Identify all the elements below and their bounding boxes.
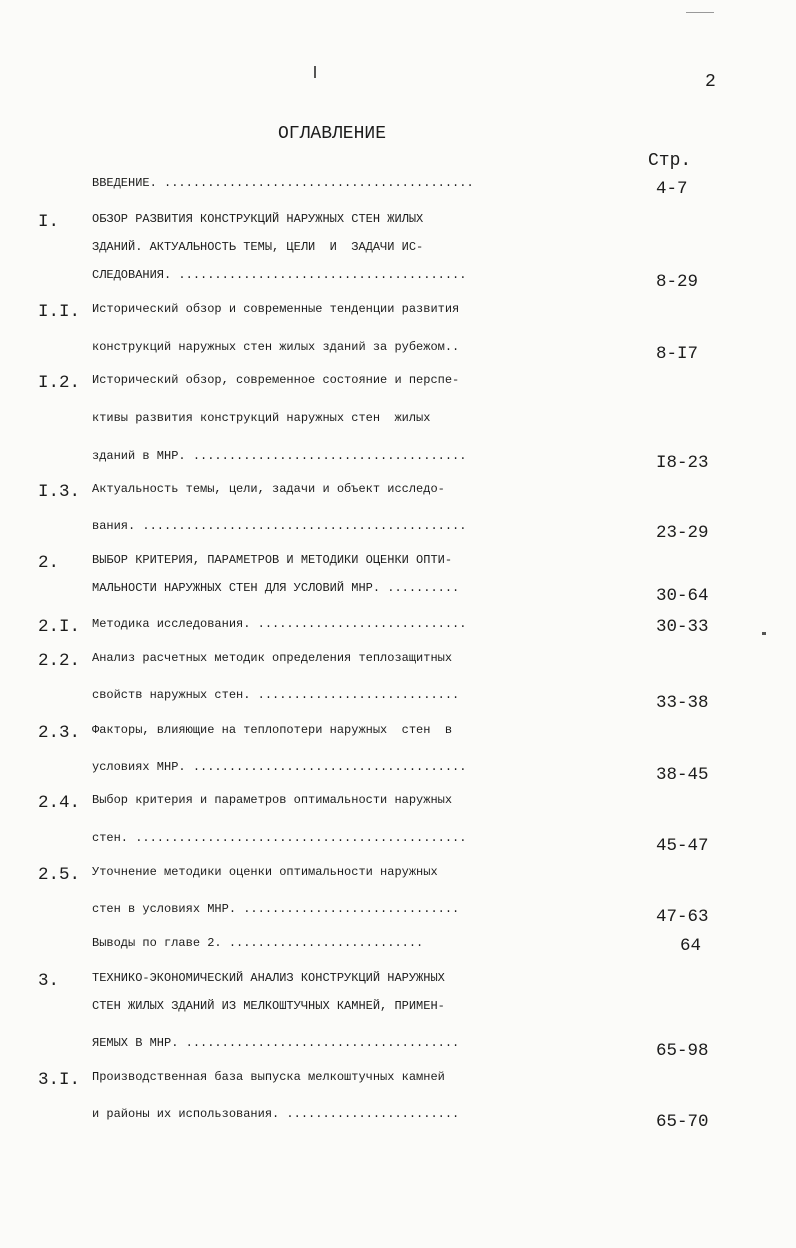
toc-entry-line: конструкций наружных стен жилых зданий за рубежом.. bbox=[92, 340, 460, 354]
toc-entry-line: Выбор критерия и параметров оптимальности наружных bbox=[92, 793, 453, 807]
toc-entry-number: 2.2. bbox=[38, 651, 81, 671]
toc-entry-number: 2. bbox=[38, 553, 60, 573]
toc-entry-number: I. bbox=[38, 212, 60, 232]
toc-entry-number: 2.4. bbox=[38, 793, 81, 813]
toc-entry-pages: I8-23 bbox=[656, 453, 709, 473]
toc-entry-pages: 30-33 bbox=[656, 617, 709, 637]
toc-entry-number: I.2. bbox=[38, 373, 81, 393]
toc-entry-pages: 38-45 bbox=[656, 765, 709, 785]
toc-entry-line: МАЛЬНОСТИ НАРУЖНЫХ СТЕН ДЛЯ УСЛОВИЙ МНР. .......... bbox=[92, 581, 460, 595]
toc-entry-line: условиях МНР. ...................................... bbox=[92, 760, 467, 774]
toc-entry-line: Методика исследования. ............................. bbox=[92, 617, 467, 631]
toc-entry-line: и районы их использования. ........................ bbox=[92, 1107, 460, 1121]
page-column-header: Стр. bbox=[648, 151, 692, 171]
toc-entry-line: Уточнение методики оценки оптимальности наружных bbox=[92, 865, 438, 879]
toc-entry-number: 3. bbox=[38, 971, 60, 991]
toc-entry-line: ТЕХНИКО-ЭКОНОМИЧЕСКИЙ АНАЛИЗ КОНСТРУКЦИЙ НАРУЖНЫХ bbox=[92, 971, 445, 985]
scan-mark bbox=[762, 632, 766, 635]
toc-entry-line: СЛЕДОВАНИЯ. ........................................ bbox=[92, 268, 467, 282]
toc-entry-line: Выводы по главе 2. ........................... bbox=[92, 936, 424, 950]
toc-entry-pages: 65-70 bbox=[656, 1112, 709, 1132]
toc-entry-line: стен в условиях МНР. .............................. bbox=[92, 902, 460, 916]
toc-entry-pages: 4-7 bbox=[656, 179, 688, 199]
toc-entry-pages: 65-98 bbox=[656, 1041, 709, 1061]
toc-entry-number: 2.3. bbox=[38, 723, 81, 743]
page-number: 2 bbox=[705, 72, 716, 92]
page-title: ОГЛАВЛЕНИЕ bbox=[278, 124, 387, 144]
toc-entry-pages: 23-29 bbox=[656, 523, 709, 543]
toc-entry-line: свойств наружных стен. ............................ bbox=[92, 688, 460, 702]
scan-mark bbox=[686, 12, 714, 13]
toc-entry-number: 2.I. bbox=[38, 617, 81, 637]
toc-entry-line: зданий в МНР. ...................................... bbox=[92, 449, 467, 463]
toc-entry-pages: 47-63 bbox=[656, 907, 709, 927]
toc-entry-number: I.3. bbox=[38, 482, 81, 502]
toc-entry-number: 2.5. bbox=[38, 865, 81, 885]
toc-entry-line: ЗДАНИЙ. АКТУАЛЬНОСТЬ ТЕМЫ, ЦЕЛИ И ЗАДАЧИ ИС- bbox=[92, 240, 424, 254]
toc-entry-line: ОБЗОР РАЗВИТИЯ КОНСТРУКЦИЙ НАРУЖНЫХ СТЕН ЖИЛЫХ bbox=[92, 212, 424, 226]
toc-entry-line: ВВЕДЕНИЕ. ........................................... bbox=[92, 176, 474, 190]
toc-entry-line: Производственная база выпуска мелкоштучных камней bbox=[92, 1070, 445, 1084]
toc-entry-line: ЯЕМЫХ В МНР. ...................................... bbox=[92, 1036, 460, 1050]
toc-entry-number: 3.I. bbox=[38, 1070, 81, 1090]
toc-entry-line: Анализ расчетных методик определения теплозащитных bbox=[92, 651, 453, 665]
toc-entry-pages: 30-64 bbox=[656, 586, 709, 606]
toc-entry-pages: 8-I7 bbox=[656, 344, 699, 364]
toc-entry-line: Актуальность темы, цели, задачи и объект исследо- bbox=[92, 482, 445, 496]
toc-entry-line: СТЕН ЖИЛЫХ ЗДАНИЙ ИЗ МЕЛКОШТУЧНЫХ КАМНЕЙ, ПРИМЕН- bbox=[92, 999, 445, 1013]
toc-entry-pages: 8-29 bbox=[656, 272, 699, 292]
toc-entry-line: ВЫБОР КРИТЕРИЯ, ПАРАМЕТРОВ И МЕТОДИКИ ОЦЕНКИ ОПТИ- bbox=[92, 553, 453, 567]
toc-entry-pages: 64 bbox=[680, 936, 702, 956]
toc-entry-pages: 45-47 bbox=[656, 836, 709, 856]
toc-entry-pages: 33-38 bbox=[656, 693, 709, 713]
toc-entry-line: Исторический обзор, современное состояние и перспе- bbox=[92, 373, 460, 387]
toc-entry-line: Исторический обзор и современные тенденции развития bbox=[92, 302, 460, 316]
scan-mark bbox=[314, 66, 316, 78]
toc-entry-line: вания. ............................................. bbox=[92, 519, 467, 533]
toc-entry-line: Факторы, влияющие на теплопотери наружных стен в bbox=[92, 723, 453, 737]
toc-entry-line: стен. .............................................. bbox=[92, 831, 467, 845]
toc-entry-line: ктивы развития конструкций наружных стен жилых bbox=[92, 411, 431, 425]
toc-entry-number: I.I. bbox=[38, 302, 81, 322]
